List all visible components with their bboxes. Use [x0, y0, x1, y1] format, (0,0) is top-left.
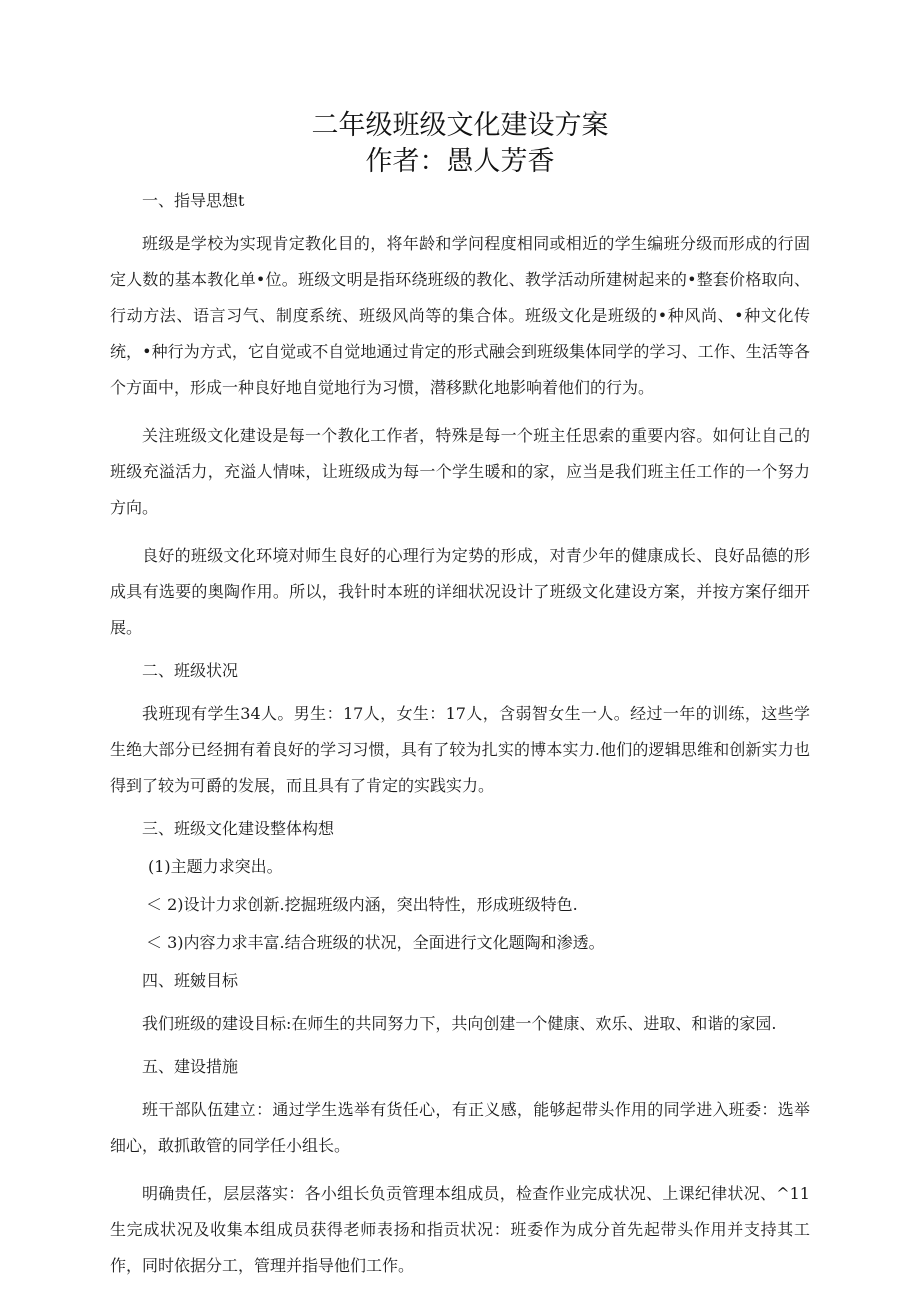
paragraph: 良好的班级文化环境对师生良好的心理行为定势的形成，对青少年的健康成长、良好品德的形成具有选要的奥陶作用。所以，我针时本班的详细状况设计了班级文化建设方案，并按方案仔细开展。: [110, 546, 810, 637]
section-heading-goals: 四、班皴目标: [142, 971, 239, 990]
list-item: ＜ 2)设计力求创新.挖掘班级内涵，突出特性，形成班级特色.: [146, 895, 578, 914]
paragraph: 班级是学校为实现肯定教化目的，将年龄和学问程度相同或相近的学生编班分级而形成的行固定人数的基本教化单•位。班级文明是指环绕班级的教化、教学活动所建树起来的•整套价格取向、行动方法、语言习气、制度系统、班级风尚等的集合体。班级文化是班级的•种风尚、•种文化传统，•种行为方式，它自觉或不自觉地通过肯定的形式融会到班级集体同学的学习、工作、生活等各个方面中，形成一种良好地自觉地行为习惯，潜移默化地影响着他们的行为。: [110, 234, 810, 397]
title-block: [0, 108, 920, 180]
list-item: (1)主题力求突出。: [148, 857, 283, 876]
paragraph: 关注班级文化建设是每一个教化工作者，特殊是每一个班主任思索的重要内容。如何让自己的班级充溢活力，充溢人情味，让班级成为每一个学生暖和的家，应当是我们班主任工作的一个努力方向。: [110, 426, 810, 517]
paragraph: 我们班级的建设目标:在师生的共同努力下，共向创建一个健康、欢乐、进取、和谐的家园.: [142, 1014, 777, 1033]
section-heading-overall-concept: 三、班级文化建设整体构想: [142, 819, 335, 838]
paragraph: 明确贵任，层层落实：各小组长负贡管理本组成员，检查作业完成状况、上课纪律状况、^11生完成状况及收集本组成员获得老师表扬和指贡状况：班委作为成分首先起带头作用并支持其工作，同时依据分工，管理并指导他们工作。: [110, 1184, 810, 1275]
list-item: ＜ 3)内容力求丰富.结合班级的状况，全面进行文化题陶和渗透。: [146, 933, 605, 952]
section-heading-measures: 五、建设措施: [142, 1057, 239, 1076]
paragraph: 我班现有学生34人。男生：17人，女生：17人，含弱智女生一人。经过一年的训练，这些学生绝大部分已经拥有着良好的学习习惯，具有了较为扎实的博本实力.他们的逻辑思维和创新实力也得到了较为可爵的发展，而且具有了肯定的实践实力。: [110, 704, 810, 795]
paragraph: 班干部队伍建立：通过学生选举有货任心，有正义感，能够起带头作用的同学进入班委：选举细心，敢抓敢管的同学任小组长。: [110, 1100, 810, 1155]
document-body: [110, 188, 810, 1296]
document-title: 二年级班级文化建设方案: [311, 110, 609, 141]
author-line: 作者：愚人芳香: [365, 146, 555, 177]
section-heading-guiding-ideology: 一、指导思想t: [142, 191, 245, 210]
section-heading-class-status: 二、班级状况: [142, 661, 239, 680]
